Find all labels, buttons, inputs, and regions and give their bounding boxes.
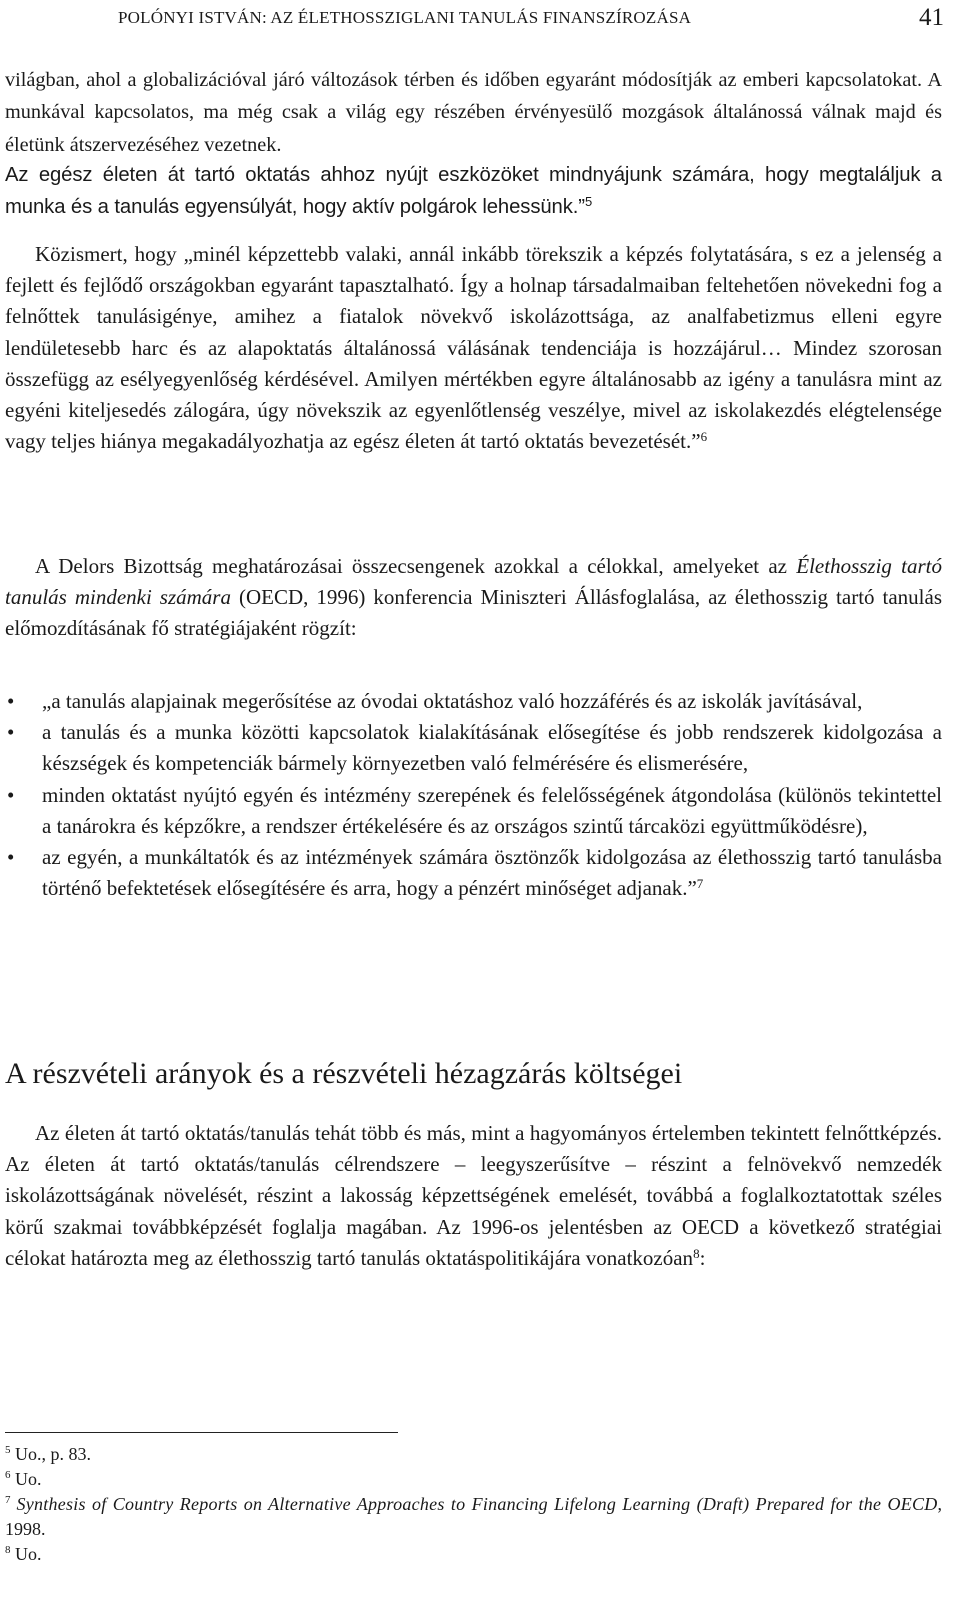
paragraph-continuation: világban, ahol a globalizációval járó változások térben és időben egyaránt módosítják az emberi kapcsolatokat. A munkával kapcsolatos, ma még csak a világ egy részében érvényesülő mozgások általánossá válnak majd és életünk átszervezéséhez vezetnek.: [5, 69, 942, 156]
footnote-ref-8: 8: [693, 1245, 700, 1261]
footnote-5: [5, 1442, 942, 1467]
footnote-text: Uo.: [15, 1469, 42, 1489]
paragraph-kozismert: [5, 239, 942, 457]
footnote-number: 8: [5, 1544, 11, 1556]
paragraph-section-intro: [5, 1118, 942, 1274]
list-item: [5, 686, 942, 717]
footnote-separator: [5, 1432, 398, 1433]
running-header: [0, 6, 946, 32]
paragraph-text-after: (OECD, 1996) konferencia Miniszteri Állásfoglalása, az élethosszig tartó tanulás előmozdításának fő stratégiájaként rögzít:: [5, 585, 942, 641]
footnote-number: 6: [5, 1469, 11, 1481]
footnote-italic-title: Synthesis of Country Reports on Alternative Approaches to Financing Lifelong Learning (Draft) Prepared for the OECD: [16, 1494, 938, 1514]
page-number: 41: [919, 4, 944, 31]
list-item-text: a tanulás és a munka közötti kapcsolatok kialakításának elősegítése és jobb rendszerek kidolgozása a készségek és kompetenciák bármely környezetben való felmérésére és elismerésére,: [42, 720, 942, 776]
footnote-8: [5, 1542, 942, 1567]
section-heading: A részvételi arányok és a részvételi hézagzárás költségei: [5, 1057, 683, 1090]
strategy-bullet-list: [5, 686, 942, 904]
bullet-icon: •: [7, 720, 15, 745]
bullet-icon: •: [7, 845, 15, 870]
footnote-7: [5, 1492, 942, 1542]
paragraph-delors: [5, 551, 942, 645]
footnote-text: Uo.: [15, 1544, 42, 1564]
list-item-text: az egyén, a munkáltatók és az intézmények számára ösztönzők kidolgozása az élethosszig tartó tanulásba történő befektetések elősegítésére és arra, hogy a pénzért minőséget adjanak.”: [42, 845, 942, 901]
footnotes: [5, 1442, 942, 1567]
footnote-ref-5: 5: [584, 194, 593, 210]
list-item: [5, 780, 942, 842]
list-item: [5, 717, 942, 779]
footnote-ref-6: 6: [700, 429, 708, 445]
conference-title: Élethosszig tartó tanulás mindenki számára: [5, 554, 943, 610]
bullet-icon: •: [7, 689, 15, 713]
footnote-number: 7: [5, 1494, 11, 1506]
paragraph-text-before: A Delors Bizottság meghatározásai összecsengenek azokkal a célokkal, amelyeket az: [35, 554, 797, 578]
list-item-text: minden oktatást nyújtó egyén és intézmény szerepének és felelősségének átgondolása (különös tekintettel a tanárokra és képzőkre, a rendszer értékelésére és az országos szintű tárcaközi együttműködésre),: [42, 782, 942, 838]
quote-text: Az egész életen át tartó oktatás ahhoz nyújt eszközöket mindnyájunk számára, hogy megtaláljuk a munka és a tanulás egyensúlyát, hogy aktív polgárok lehessünk.”: [5, 164, 942, 219]
running-title: POLÓNYI ISTVÁN: AZ ÉLETHOSSZIGLANI TANULÁS FINANSZÍROZÁSA: [118, 8, 692, 27]
list-item: [5, 842, 942, 904]
footnote-ref-7: 7: [696, 876, 704, 892]
paragraph-quote-end: [5, 159, 942, 224]
paragraph-end: :: [699, 1245, 706, 1270]
bullet-icon: •: [7, 782, 15, 807]
footnote-6: [5, 1467, 942, 1492]
footnote-text: Uo., p. 83.: [15, 1444, 91, 1464]
list-item-text: „a tanulás alapjainak megerősítése az óvodai oktatáshoz való hozzáférés és az iskolák javításával,: [42, 689, 863, 713]
footnote-text: , 1998.: [5, 1494, 942, 1539]
paragraph-text: Az életen át tartó oktatás/tanulás tehát több és más, mint a hagyományos értelemben tekintett felnőttképzés. Az életen át tartó oktatás/tanulás célrendszere – leegyszerűsítve – részint a felnövekvő nemzedék iskolázottságának növelését, részint a lakosság képzettségének emelését, továbbá a foglalkoztatottak széles körű szakmai továbbképzését foglalja magában. Az 1996-os jelentésben az OECD a következő stratégiai célokat határozta meg az élethosszig tartó tanulás oktatáspolitikájára vonatkozóan: [5, 1121, 942, 1270]
paragraph-text: Közismert, hogy „minél képzettebb valaki, annál inkább törekszik a képzés folytatására, s ez a jelenség a fejlett és fejlődő országokban egyaránt tapasztalható. Így a holnap társadalmaiban feltehetően növekedni fog a felnőttek tanulásigénye, amihez a fiatalok növekvő iskolázottsága, az analfabetizmus elleni egyre lendületesebb harc és az alapoktatás általánossá válásának tendenciája is hozzájárul… Mindez szorosan összefügg az esélyegyenlőség kérdésével. Amilyen mértékben egyre általánosabb az igény a tanulásra mint az egyéni kiteljesedés zálogára, úgy növekszik az egyenlőtlenség veszélye, mivel az iskolakezdés elégtelensége vagy teljes hiánya megakadályozhatja az egész életen át tartó oktatás bevezetését.”: [5, 242, 942, 454]
footnote-number: 5: [5, 1444, 11, 1456]
